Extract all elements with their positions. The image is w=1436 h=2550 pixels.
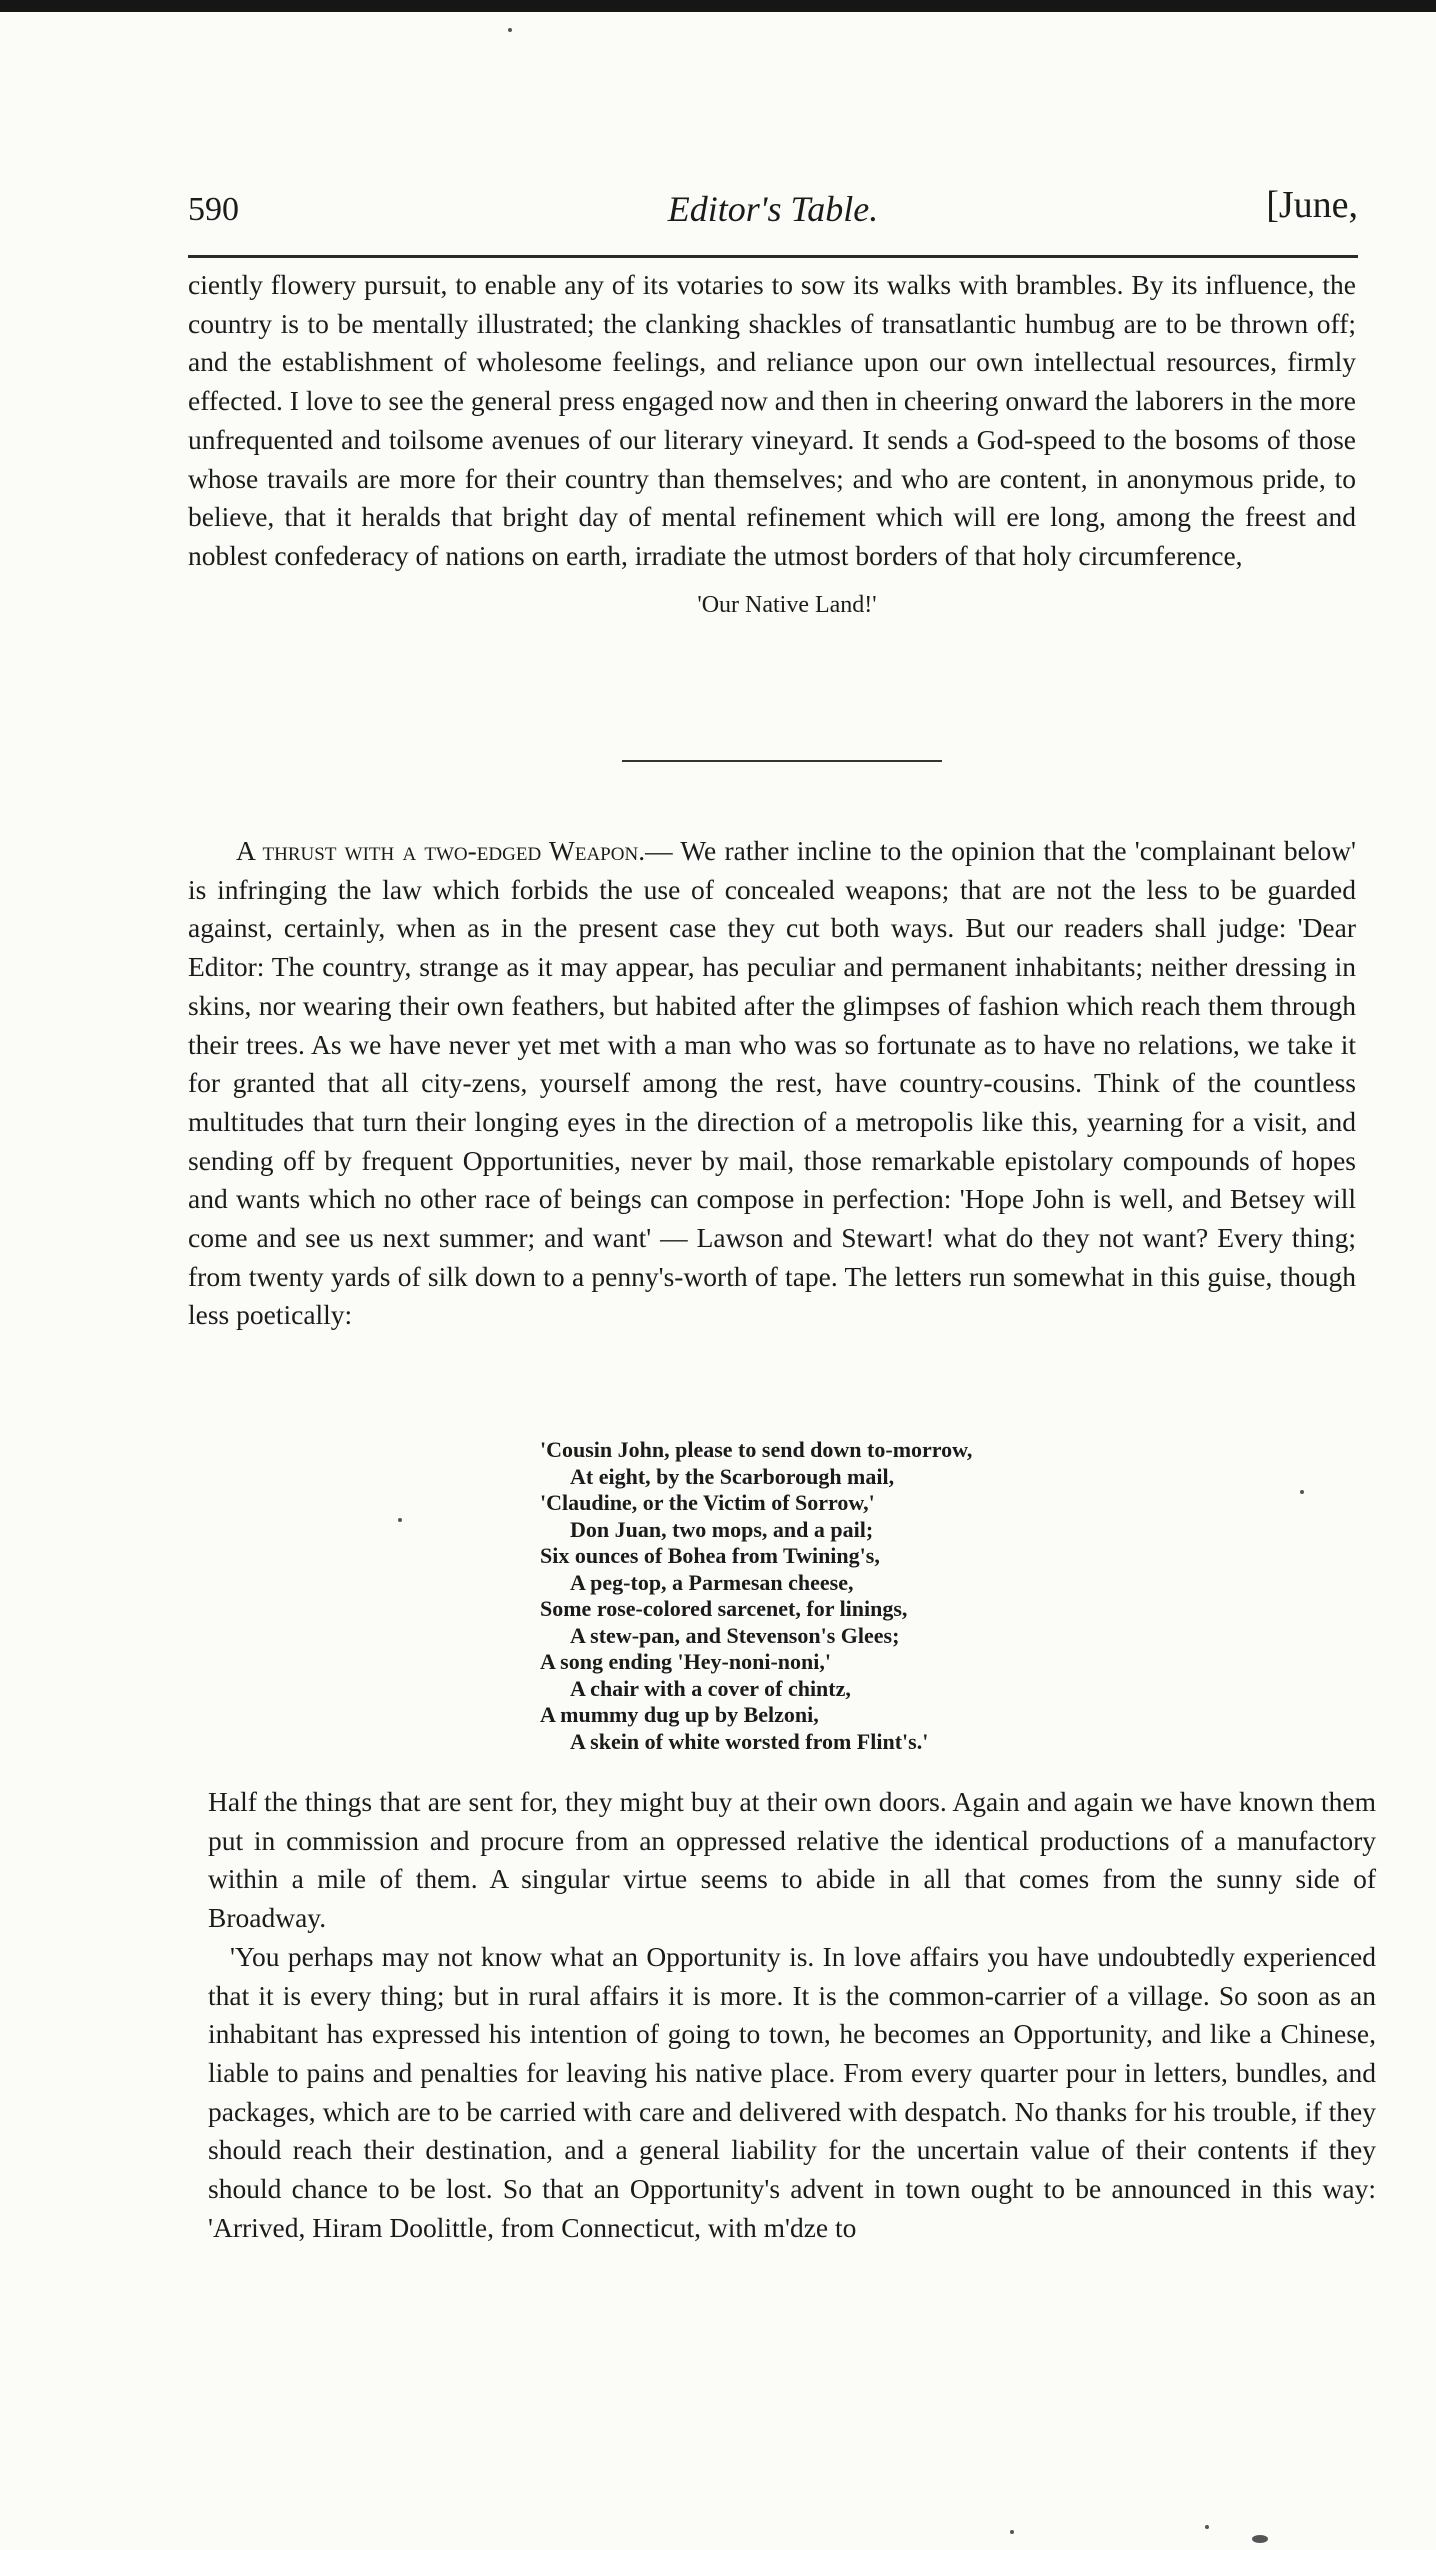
poem-line: Don Juan, two mops, and a pail;: [570, 1516, 874, 1542]
paragraph-two-edged-weapon: [188, 832, 1356, 1335]
poem-line: 'Cousin John, please to send down to-morrow,: [540, 1437, 973, 1462]
running-month: [June,: [1266, 184, 1358, 226]
running-title: Editor's Table.: [667, 189, 879, 229]
poem-line: A chair with a cover of chintz,: [570, 1675, 851, 1701]
paragraph-opportunity: 'You perhaps may not know what an Opportunity is. In love affairs you have undoubtedly experienced that it is every thing; but in rural affairs it is more. It is the common-carrier of a village. So soon as an inhabitant has expressed his intention of going to town, he becomes an Opportunity, and like a Chinese, liable to pains and penalties for leaving his native place. From every quarter pour in letters, bundles, and packages, which are to be carried with care and delivered with despatch. No thanks for his trouble, if they should reach their destination, and a general liability for the uncertain value of their contents if they should chance to be lost. So that an Opportunity's advent in town ought to be announced in this way: 'Arrived, Hiram Doolittle, from Connecticut, with m'dze to: [208, 1940, 1376, 2243]
poem-line: A peg-top, a Parmesan cheese,: [570, 1569, 854, 1595]
section-opportunity: [208, 1783, 1376, 2247]
quote-our-native-land: 'Our Native Land!': [697, 591, 877, 618]
section-title: A thrust with a two-edged Weapon.: [236, 835, 646, 866]
poem-line: At eight, by the Scarborough mail,: [570, 1463, 895, 1489]
poem: [540, 1437, 1160, 1755]
section-our-native-land: [188, 266, 1356, 624]
paragraph-continued: ciently flowery pursuit, to enable any of its votaries to sow its walks with brambles. By its influence, the country is to be mentally illustrated; the clanking shackles of transatlantic humbug are to be thrown off; and the establishment of wholesome feelings, and reliance upon our own intellectual resources, firmly effected. I love to see the general press engaged now and then in cheering onward the laborers in the more unfrequented and toilsome avenues of our literary vineyard. It sends a God-speed to the bosoms of those whose travails are more for their country than themselves; and who are content, in anonymous pride, to believe, that it heralds that bright day of mental refinement which will ere long, among the freest and noblest confederacy of nations on earth, irradiate the utmost borders of that holy circumference,: [188, 269, 1356, 571]
poem-line: A mummy dug up by Belzoni,: [540, 1702, 819, 1727]
poem-line: Some rose-colored sarcenet, for linings,: [540, 1596, 908, 1621]
header-rule: [188, 255, 1358, 258]
section-two-edged-weapon: [188, 832, 1356, 1335]
paragraph-broadway: Half the things that are sent for, they might buy at their own doors. Again and again we have known them put in commission and procure from an oppressed relative the identical productions of a manufactory within a mile of them. A singular virtue seems to abide in all that comes from the sunny side of Broadway.: [208, 1786, 1376, 1934]
poem-line: A song ending 'Hey-noni-noni,': [540, 1649, 831, 1674]
section-divider: [622, 760, 942, 762]
poem-line: A stew-pan, and Stevenson's Glees;: [570, 1622, 900, 1648]
page-number: 590: [188, 191, 239, 228]
paragraph-text: — We rather incline to the opinion that the 'complainant below' is infringing the law which forbids the use of concealed weapons; that are not the less to be guarded against, certainly, when as in the present case they cut both ways. But our readers shall judge: 'Dear Editor: The country, strange as it may appear, has peculiar and permanent inhabitants; neither dressing in skins, nor wearing their own feathers, but habited after the glimpses of fashion which reach them through their trees. As we have never yet met with a man who was so fortunate as to have no relations, we take it for granted that all city-zens, yourself among the rest, have country-cousins. Think of the countless multitudes that turn their longing eyes in the direction of a metropolis like this, yearning for a visit, and sending off by frequent Opportunities, never by mail, those remarkable epistolary compounds of hopes and wants which no other race of beings can compose in perfection: 'Hope John is well, and Betsey will come and see us next summer; and want' — Lawson and Stewart! what do they not want? Every thing; from twenty yards of silk down to a penny's-worth of tape. The letters run somewhat in this guise, though less poetically:: [188, 835, 1357, 1331]
poem-line: 'Claudine, or the Victim of Sorrow,': [540, 1490, 875, 1515]
poem-line: Six ounces of Bohea from Twining's,: [540, 1543, 880, 1568]
page-top-edge: [0, 0, 1436, 12]
page-header: [188, 183, 1358, 233]
poem-line: A skein of white worsted from Flint's.': [570, 1728, 929, 1754]
